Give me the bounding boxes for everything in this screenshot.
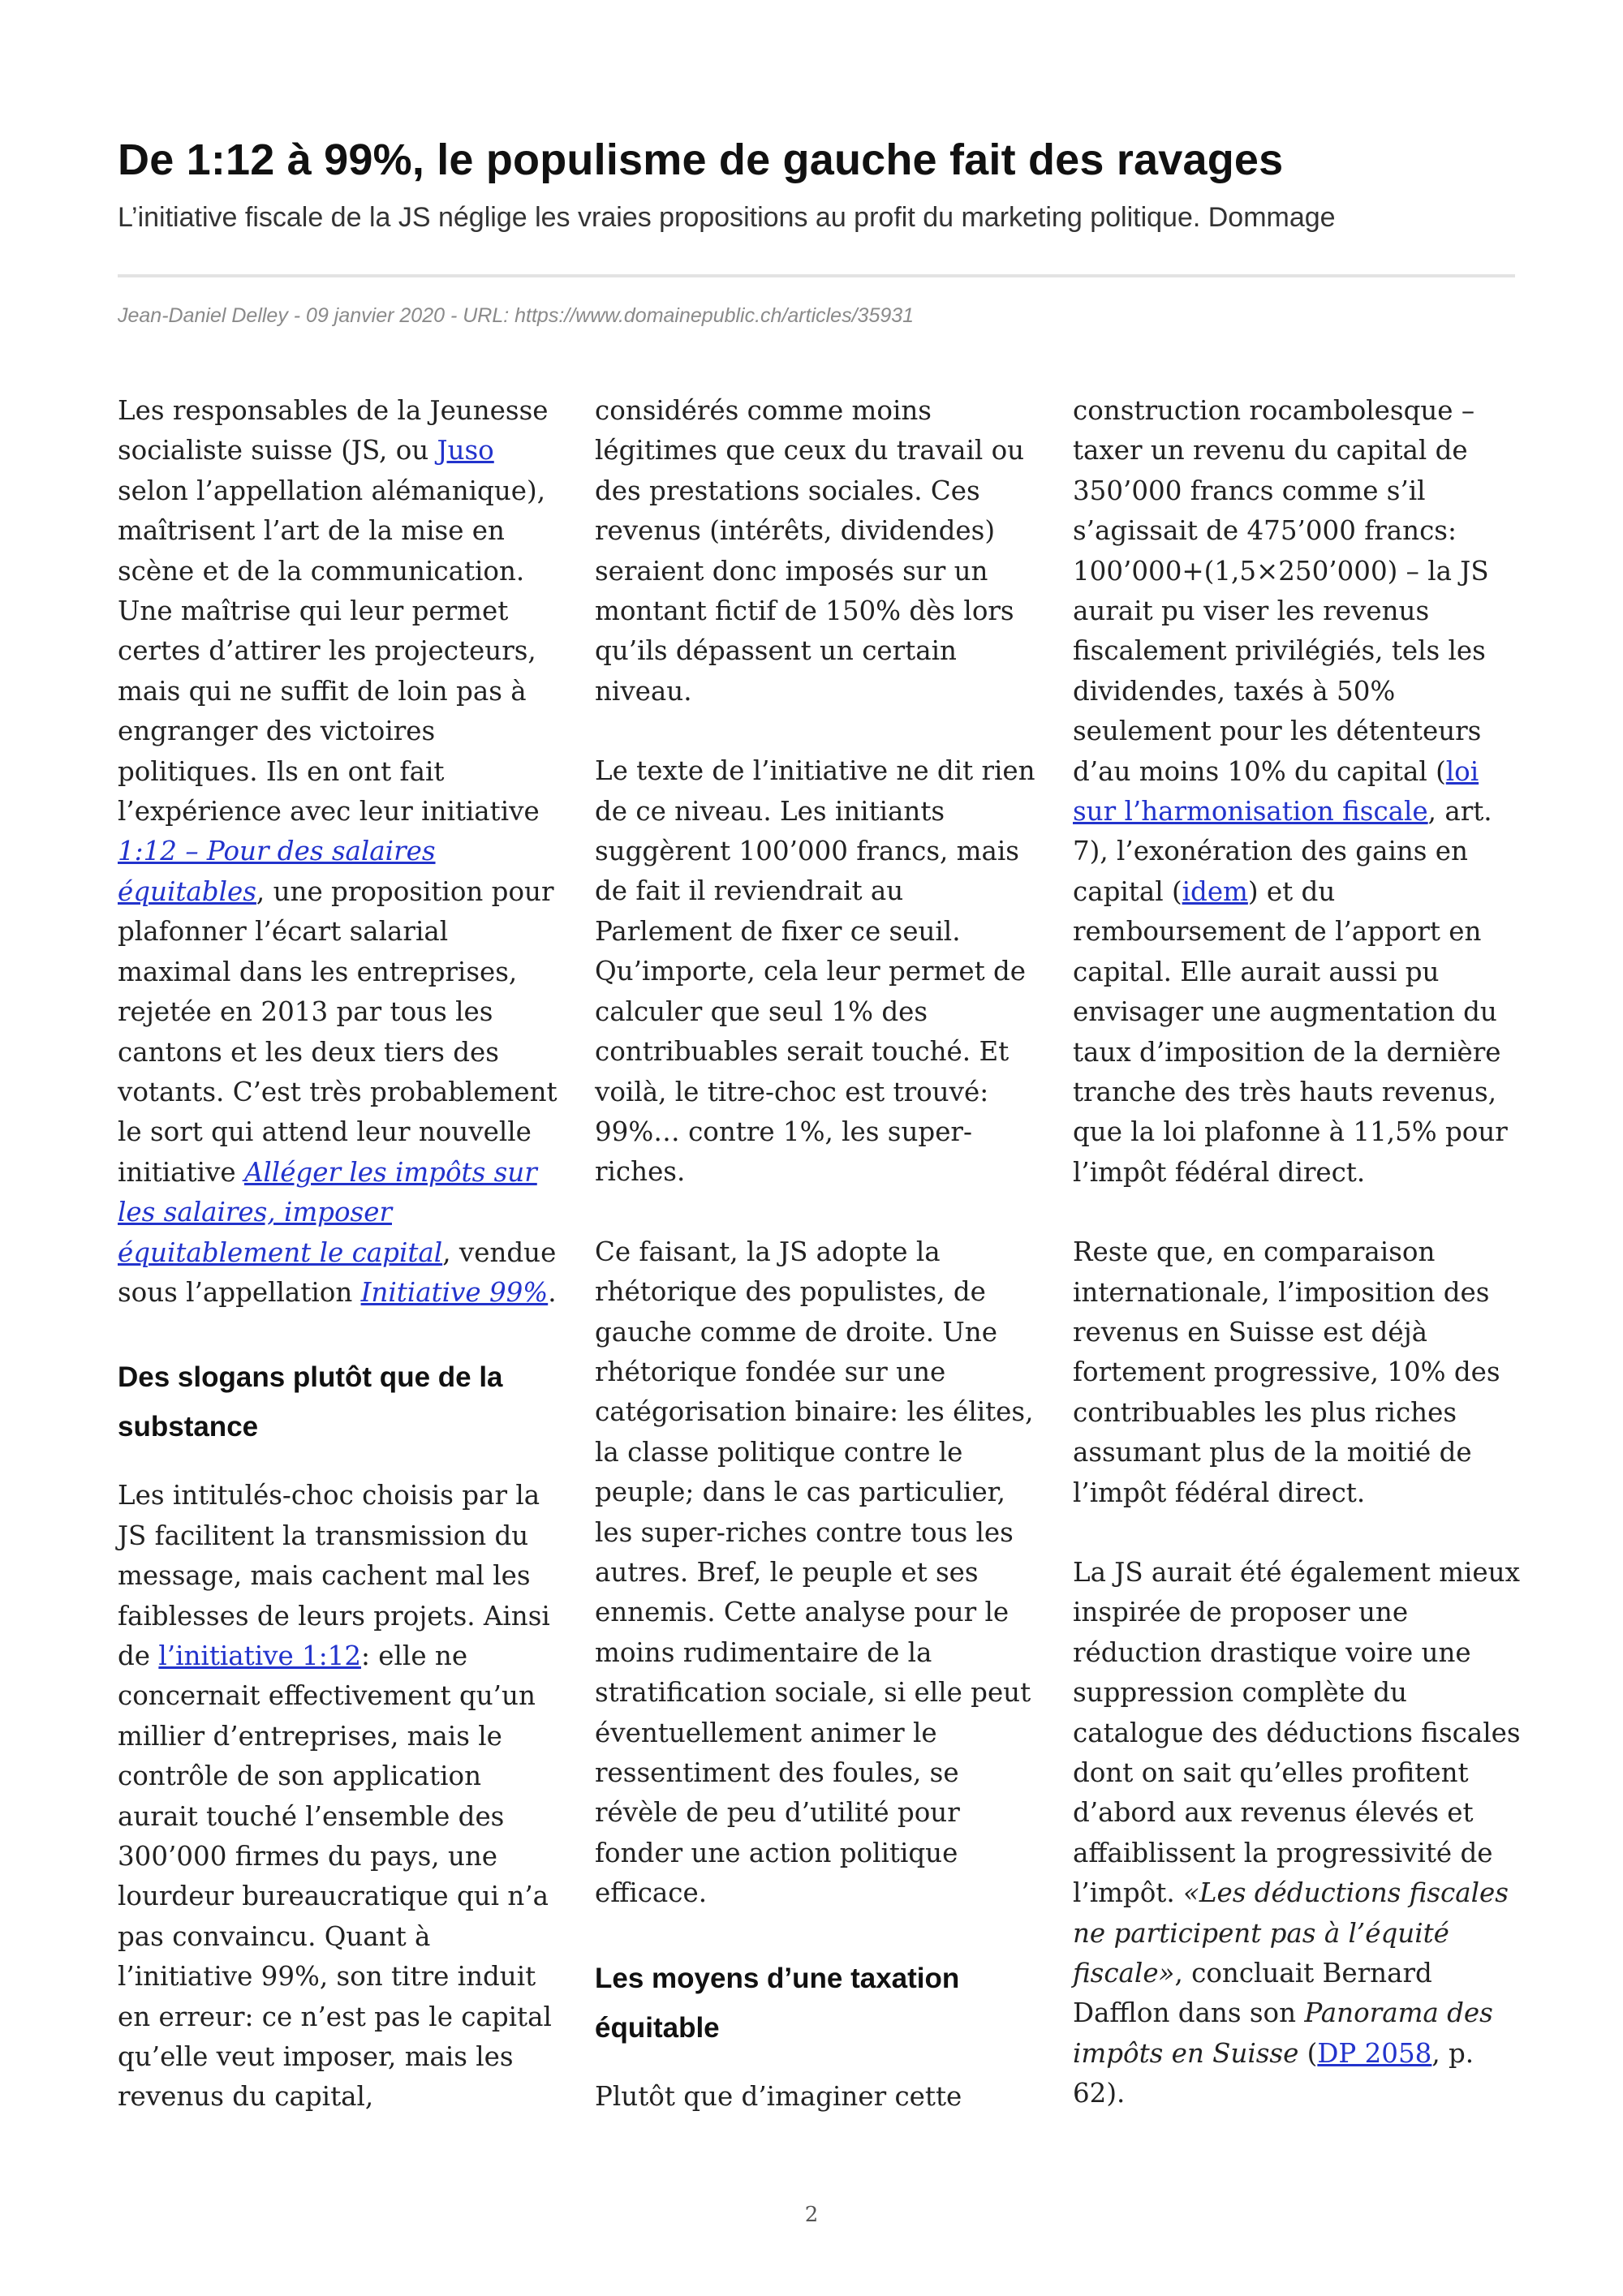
section-heading-moyens: Les moyens d’une taxation équitable xyxy=(595,1962,960,2044)
text-run: ( xyxy=(1298,2037,1318,2069)
section-heading-slogans: Des slogans plutôt que de la substance xyxy=(118,1361,503,1443)
text-run: ) et du remboursement de l’apport en capital. Elle aurait aussi pu envisager une augmentation du taux d’imposition de la dernière tranche des très hauts revenus, que la loi plafonne à 11,5% pour l’impôt fédéral direct. xyxy=(1073,875,1508,1188)
text-run: , art. 7), l’exonération des gains en capital ( xyxy=(1073,796,1492,907)
article-title: De 1:12 à 99%, le populisme de gauche fait des ravages xyxy=(118,135,1284,184)
paragraph-intro xyxy=(118,391,569,1313)
link-idem[interactable]: idem xyxy=(1182,875,1248,907)
header-divider xyxy=(118,274,1515,277)
paragraph-niveau: Le texte de l’initiative ne dit rien de ce niveau. Les initiants suggèrent 100’000 francs, mais de fait il reviendrait au Parlement de fixer ce seuil. Qu’importe, cela leur permet de calculer que seul 1% des contribuables serait touché. Et voilà, le titre-choc est trouvé: 99%… contre 1%, les super-riches. xyxy=(595,755,1035,1188)
link-initiative-1-12-vote[interactable]: l’initiative 1:12 xyxy=(158,1640,362,1671)
text-run: , concluait Bernard Dafflon dans son xyxy=(1073,1958,1432,2029)
page-number: 2 xyxy=(804,2203,819,2227)
text-column-3 xyxy=(1073,391,1524,2154)
text-run: construction rocambolesque – taxer un revenu du capital de 350’000 francs comme s’il s’agissait de 475’000 francs: 100’000+(1,5×250’000) – la JS aurait pu viser les revenus fiscalement privilégiés, tels les dividendes, taxés à 50% seulement pour les détenteurs d’au moins 10% du capital ( xyxy=(1073,395,1489,787)
article-subtitle: L’initiative fiscale de la JS néglige les vraies propositions au profit du marketing politique. Dommage xyxy=(118,202,1336,233)
text-run: selon l’appellation alémanique), maîtrisent l’art de la mise en scène et de la communication. Une maîtrise qui leur permet certes d’attirer les projecteurs, mais qui ne suffit de loin pas à engranger des victoires politiques. Ils en ont fait l’expérience avec leur initiative xyxy=(118,475,546,828)
paragraph-continuation: considérés comme moins légitimes que ceux du travail ou des prestations sociales. Ces revenus (intérêts, dividendes) seraient donc imposés sur un montant fictif de 150% dès lors qu’ils dépassent un certain niveau. xyxy=(595,395,1025,707)
text-column-1 xyxy=(118,391,569,2157)
paragraph-slogans xyxy=(118,1476,569,2118)
article-header xyxy=(118,130,1515,237)
link-initiative-alleger[interactable]: Alléger les impôts sur les salaires, imposer équitablement le capital xyxy=(118,1156,537,1268)
text-run: . xyxy=(548,1276,557,1308)
article-meta: Jean-Daniel Delley - 09 janvier 2020 - URL: https://www.domainepublic.ch/articles/35931 xyxy=(118,304,915,327)
paragraph-deductions xyxy=(1073,1553,1524,2114)
paragraph-moyens-start: Plutôt que d’imaginer cette xyxy=(595,2080,962,2112)
link-dp-2058[interactable]: DP 2058 xyxy=(1317,2037,1432,2069)
link-initiative-99[interactable]: Initiative 99% xyxy=(360,1276,549,1308)
text-run: , une proposition pour plafonner l’écart salarial maximal dans les entreprises, rejetée en 2013 par tous les cantons et les deux tiers des votants. C’est très probablement le sort qui attend leur nouvelle initiative xyxy=(118,875,558,1188)
paragraph-moyens xyxy=(1073,391,1524,1193)
text-run: Les responsables de la Jeunesse socialiste suisse (JS, ou xyxy=(118,395,549,467)
book-title: Panorama des impôts en Suisse xyxy=(1073,1997,1493,2069)
text-run: , vendue sous l’appellation xyxy=(118,1236,557,1308)
text-run: , p. 62). xyxy=(1073,2037,1474,2109)
link-loi-harmonisation[interactable]: loi sur l’harmonisation fiscale xyxy=(1073,755,1479,828)
paragraph-progressivite: Reste que, en comparaison internationale, l’imposition des revenus en Suisse est déjà fortement progressive, 10% des contribuables les plus riches assumant plus de la moitié de l’impôt fédéral direct. xyxy=(1073,1236,1500,1508)
text-run: : elle ne concernait effectivement qu’un millier d’entreprises, mais le contrôle de son application aurait touché l’ensemble des 300’000 firmes du pays, une lourdeur bureaucratique qui n’a pas convaincu. Quant à l’initiative 99%, son titre induit en erreur: ce n’est pas le capital qu’elle veut imposer, mais les revenus du capital, xyxy=(118,1640,552,2113)
text-column-2 xyxy=(595,391,1046,2156)
quote-dafflon: «Les déductions fiscales ne participent pas à l’équité fiscale» xyxy=(1073,1877,1509,1989)
paragraph-rhetorique: Ce faisant, la JS adopte la rhétorique des populistes, de gauche comme de droite. Une rhétorique fondée sur une catégorisation binaire: les élites, la classe politique contre le peuple; dans le cas particulier, les super-riches contre tous les autres. Bref, le peuple et ses ennemis. Cette analyse pour le moins rudimentaire de la stratification sociale, si elle peut éventuellement animer le ressentiment des foules, se révèle de peu d’utilité pour fonder une action politique efficace. xyxy=(595,1236,1034,1909)
text-run: Les intitulés-choc choisis par la JS facilitent la transmission du message, mais cachent mal les faiblesses de leurs projets. Ainsi de xyxy=(118,1480,550,1671)
link-initiative-1-12[interactable]: 1:12 – Pour des salaires équitables xyxy=(118,836,436,907)
text-run: La JS aurait été également mieux inspirée de proposer une réduction drastique voire une suppression complète du catalogue des déductions fiscales dont on sait qu’elles profitent d’abord aux revenus élevés et affaiblissent la progressivité de l’impôt. xyxy=(1073,1556,1521,1909)
link-juso[interactable]: Juso xyxy=(437,435,494,467)
